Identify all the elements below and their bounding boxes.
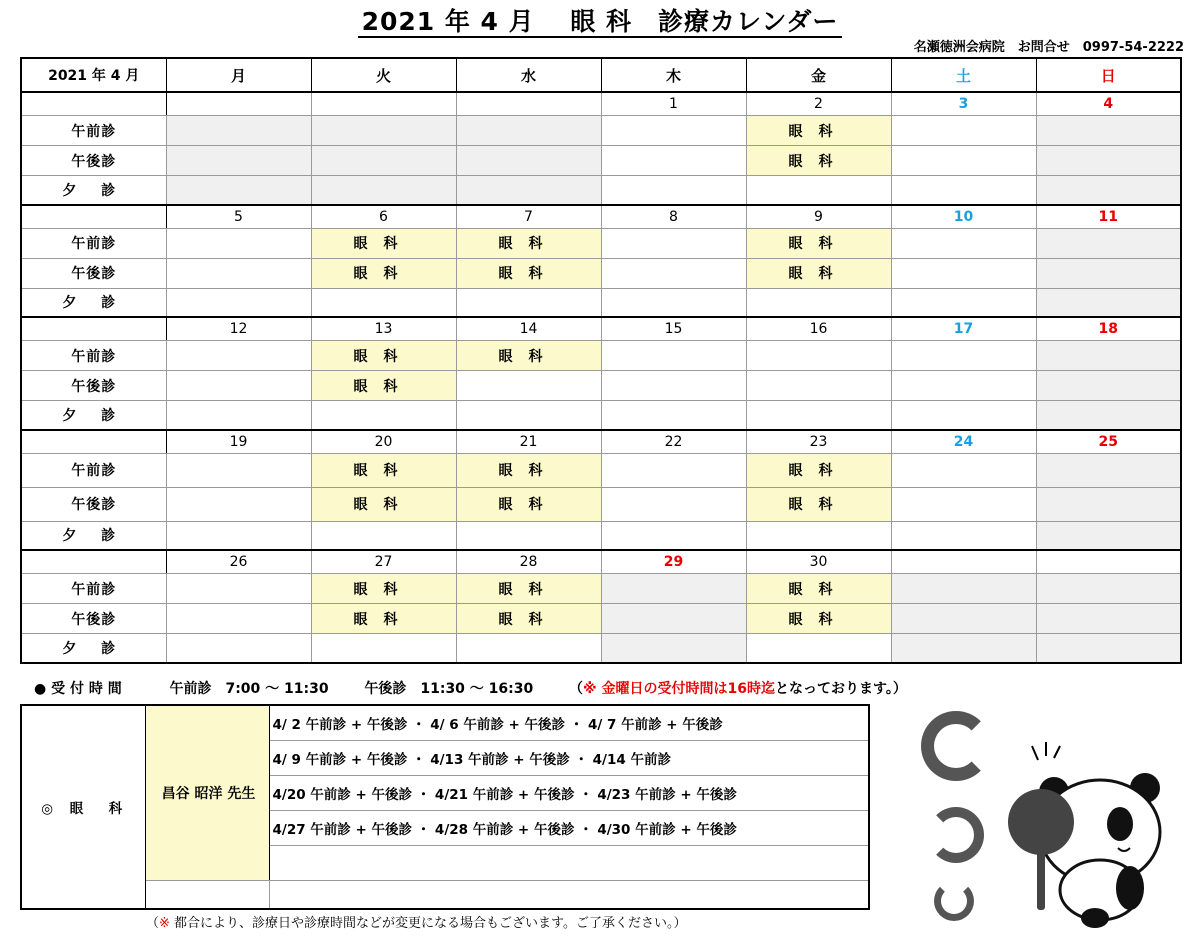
clinic-session-cell: 眼科 [456, 574, 601, 604]
reception-note-red: ※ 金曜日の受付時間は16時迄 [582, 681, 775, 697]
clinic-session-cell: 眼科 [456, 341, 601, 371]
landolt-c-medium-icon [928, 807, 984, 863]
page-title: 2021 年 4 月 眼 科 診療カレンダー [0, 2, 1200, 38]
empty-session-cell [601, 371, 746, 401]
empty-session-cell [311, 521, 456, 550]
empty-session-cell [746, 371, 891, 401]
weekday-header: 金 [746, 58, 891, 92]
closed-cell [891, 604, 1036, 634]
empty-session-cell [456, 521, 601, 550]
week-blank-cell [21, 92, 166, 116]
clinic-session-cell: 眼科 [746, 228, 891, 258]
empty-session-cell [601, 453, 746, 487]
weekday-header: 月 [166, 58, 311, 92]
clinic-session-cell: 眼科 [456, 258, 601, 288]
day-number: 27 [311, 550, 456, 574]
reception-note-open: （ [568, 681, 583, 697]
day-number: 18 [1036, 317, 1181, 341]
session-label: 夕 診 [21, 521, 166, 550]
clinic-session-cell: 眼科 [456, 228, 601, 258]
clinic-session-cell: 眼科 [311, 341, 456, 371]
day-number: 29 [601, 550, 746, 574]
session-label: 午後診 [21, 258, 166, 288]
empty-session-cell [166, 288, 311, 317]
empty-session-cell [166, 453, 311, 487]
day-number: 17 [891, 317, 1036, 341]
clinic-session-cell: 眼科 [746, 116, 891, 146]
clinic-session-cell: 眼科 [311, 604, 456, 634]
day-number: 12 [166, 317, 311, 341]
closed-cell [311, 176, 456, 205]
day-number: 2 [746, 92, 891, 116]
closed-cell [1036, 574, 1181, 604]
empty-session-cell [311, 401, 456, 430]
day-number: 22 [601, 430, 746, 454]
schedule-line: 4/ 2 午前診 + 午後診 ・ 4/ 6 午前診 + 午後診 ・ 4/ 7 午前診 + 午後診 [269, 705, 869, 740]
schedule-line [269, 880, 869, 909]
weekday-header: 土 [891, 58, 1036, 92]
contact-info: 名瀬徳洲会病院 お問合せ 0997-54-2222 [913, 40, 1184, 55]
empty-session-cell [601, 228, 746, 258]
reception-label: ● 受 付 時 間 [34, 681, 122, 697]
empty-session-cell [456, 634, 601, 663]
empty-session-cell [311, 288, 456, 317]
empty-session-cell [891, 341, 1036, 371]
closed-cell [891, 634, 1036, 663]
closed-cell [1036, 228, 1181, 258]
closed-cell [1036, 288, 1181, 317]
empty-session-cell [746, 521, 891, 550]
session-label: 午後診 [21, 371, 166, 401]
closed-cell [1036, 176, 1181, 205]
session-label: 夕 診 [21, 401, 166, 430]
clinic-session-cell: 眼科 [746, 258, 891, 288]
session-label: 夕 診 [21, 288, 166, 317]
day-number: 26 [166, 550, 311, 574]
closed-cell [891, 574, 1036, 604]
weekday-header: 火 [311, 58, 456, 92]
closed-cell [1036, 146, 1181, 176]
weekday-header: 日 [1036, 58, 1181, 92]
empty-session-cell [456, 401, 601, 430]
closed-cell [456, 176, 601, 205]
empty-session-cell [601, 487, 746, 521]
weekday-header: 水 [456, 58, 601, 92]
day-number: 25 [1036, 430, 1181, 454]
session-label: 午前診 [21, 116, 166, 146]
closed-cell [1036, 453, 1181, 487]
empty-session-cell [746, 341, 891, 371]
session-label: 午前診 [21, 453, 166, 487]
session-label: 午後診 [21, 487, 166, 521]
empty-session-cell [456, 288, 601, 317]
clinic-session-cell: 眼科 [746, 574, 891, 604]
empty-session-cell [891, 258, 1036, 288]
empty-session-cell [891, 176, 1036, 205]
day-number: 19 [166, 430, 311, 454]
day-number: 3 [891, 92, 1036, 116]
closed-cell [456, 116, 601, 146]
session-label: 夕 診 [21, 634, 166, 663]
closed-cell [166, 146, 311, 176]
closed-cell [166, 176, 311, 205]
day-number [1036, 550, 1181, 574]
empty-session-cell [166, 521, 311, 550]
empty-session-cell [891, 228, 1036, 258]
doctor-empty-cell [145, 880, 269, 909]
day-number: 7 [456, 205, 601, 229]
empty-session-cell [601, 176, 746, 205]
clinic-calendar [20, 57, 1182, 664]
day-number: 8 [601, 205, 746, 229]
closed-cell [166, 116, 311, 146]
day-number: 4 [1036, 92, 1181, 116]
day-number: 6 [311, 205, 456, 229]
closed-cell [1036, 401, 1181, 430]
day-number: 21 [456, 430, 601, 454]
closed-cell [601, 604, 746, 634]
day-number [456, 92, 601, 116]
day-number [166, 92, 311, 116]
empty-session-cell [601, 521, 746, 550]
doctor-name: 昌谷 昭洋 先生 [145, 705, 269, 880]
empty-session-cell [746, 176, 891, 205]
empty-session-cell [746, 634, 891, 663]
empty-session-cell [166, 341, 311, 371]
empty-session-cell [891, 487, 1036, 521]
day-number [891, 550, 1036, 574]
empty-session-cell [601, 288, 746, 317]
landolt-c-large-icon [921, 711, 991, 781]
day-number: 15 [601, 317, 746, 341]
schedule-line [269, 845, 869, 880]
schedule-line: 4/ 9 午前診 + 午後診 ・ 4/13 午前診 + 午後診 ・ 4/14 午前診 [269, 740, 869, 775]
landolt-c-small-icon [934, 881, 974, 921]
week-blank-cell [21, 550, 166, 574]
session-label: 午後診 [21, 146, 166, 176]
clinic-session-cell: 眼科 [311, 258, 456, 288]
closed-cell [1036, 604, 1181, 634]
day-number: 28 [456, 550, 601, 574]
closed-cell [1036, 521, 1181, 550]
empty-session-cell [746, 288, 891, 317]
clinic-session-cell: 眼科 [456, 453, 601, 487]
session-label: 午後診 [21, 604, 166, 634]
clinic-session-cell: 眼科 [311, 453, 456, 487]
weekday-header: 木 [601, 58, 746, 92]
schedule-line: 4/20 午前診 + 午後診 ・ 4/21 午前診 + 午後診 ・ 4/23 午前診 + 午後診 [269, 775, 869, 810]
clinic-session-cell: 眼科 [746, 487, 891, 521]
empty-session-cell [601, 258, 746, 288]
day-number: 5 [166, 205, 311, 229]
clinic-session-cell: 眼科 [746, 146, 891, 176]
clinic-session-cell: 眼科 [746, 453, 891, 487]
day-number: 1 [601, 92, 746, 116]
empty-session-cell [166, 487, 311, 521]
footer-note: （※ 都合により、診療日や診療時間などが変更になる場合もございます。ご了承ください。） [146, 916, 687, 931]
department-label: ◎ 眼 科 [21, 705, 145, 909]
session-label: 午前診 [21, 574, 166, 604]
day-number: 10 [891, 205, 1036, 229]
session-label: 午前診 [21, 341, 166, 371]
closed-cell [601, 574, 746, 604]
closed-cell [1036, 258, 1181, 288]
clinic-session-cell: 眼科 [746, 604, 891, 634]
closed-cell [311, 146, 456, 176]
day-number: 9 [746, 205, 891, 229]
day-number: 14 [456, 317, 601, 341]
day-number: 24 [891, 430, 1036, 454]
day-number: 30 [746, 550, 891, 574]
clinic-session-cell: 眼科 [311, 487, 456, 521]
week-blank-cell [21, 430, 166, 454]
schedule-line: 4/27 午前診 + 午後診 ・ 4/28 午前診 + 午後診 ・ 4/30 午前診 + 午後診 [269, 810, 869, 845]
empty-session-cell [891, 453, 1036, 487]
footer-mark: ※ [159, 916, 170, 931]
doctor-schedule-table [20, 704, 870, 910]
clinic-session-cell: 眼科 [456, 487, 601, 521]
panda-illustration-icon [1000, 740, 1195, 930]
clinic-session-cell: 眼科 [311, 228, 456, 258]
day-number: 16 [746, 317, 891, 341]
empty-session-cell [601, 341, 746, 371]
empty-session-cell [891, 401, 1036, 430]
closed-cell [311, 116, 456, 146]
closed-cell [456, 146, 601, 176]
empty-session-cell [891, 521, 1036, 550]
reception-afternoon: 午後診 11:30 〜 16:30 [364, 681, 534, 697]
empty-session-cell [166, 604, 311, 634]
session-label: 午前診 [21, 228, 166, 258]
closed-cell [601, 634, 746, 663]
empty-session-cell [601, 146, 746, 176]
closed-cell [1036, 634, 1181, 663]
day-number: 13 [311, 317, 456, 341]
empty-session-cell [891, 288, 1036, 317]
empty-session-cell [166, 401, 311, 430]
day-number: 20 [311, 430, 456, 454]
empty-session-cell [456, 371, 601, 401]
day-number [311, 92, 456, 116]
week-blank-cell [21, 205, 166, 229]
closed-cell [1036, 487, 1181, 521]
empty-session-cell [166, 634, 311, 663]
empty-session-cell [891, 146, 1036, 176]
day-number: 23 [746, 430, 891, 454]
empty-session-cell [166, 574, 311, 604]
closed-cell [1036, 371, 1181, 401]
reception-hours [34, 678, 907, 698]
week-blank-cell [21, 317, 166, 341]
empty-session-cell [166, 228, 311, 258]
empty-session-cell [601, 401, 746, 430]
empty-session-cell [311, 634, 456, 663]
clinic-session-cell: 眼科 [311, 574, 456, 604]
session-label: 夕 診 [21, 176, 166, 205]
clinic-session-cell: 眼科 [456, 604, 601, 634]
empty-session-cell [166, 258, 311, 288]
reception-note-rest: となっております。） [774, 681, 907, 697]
calendar-month-label: 2021 年 4 月 [21, 58, 166, 92]
empty-session-cell [891, 371, 1036, 401]
clinic-session-cell: 眼科 [311, 371, 456, 401]
empty-session-cell [746, 401, 891, 430]
reception-morning: 午前診 7:00 〜 11:30 [169, 681, 329, 697]
empty-session-cell [891, 116, 1036, 146]
empty-session-cell [601, 116, 746, 146]
day-number: 11 [1036, 205, 1181, 229]
closed-cell [1036, 341, 1181, 371]
closed-cell [1036, 116, 1181, 146]
empty-session-cell [166, 371, 311, 401]
